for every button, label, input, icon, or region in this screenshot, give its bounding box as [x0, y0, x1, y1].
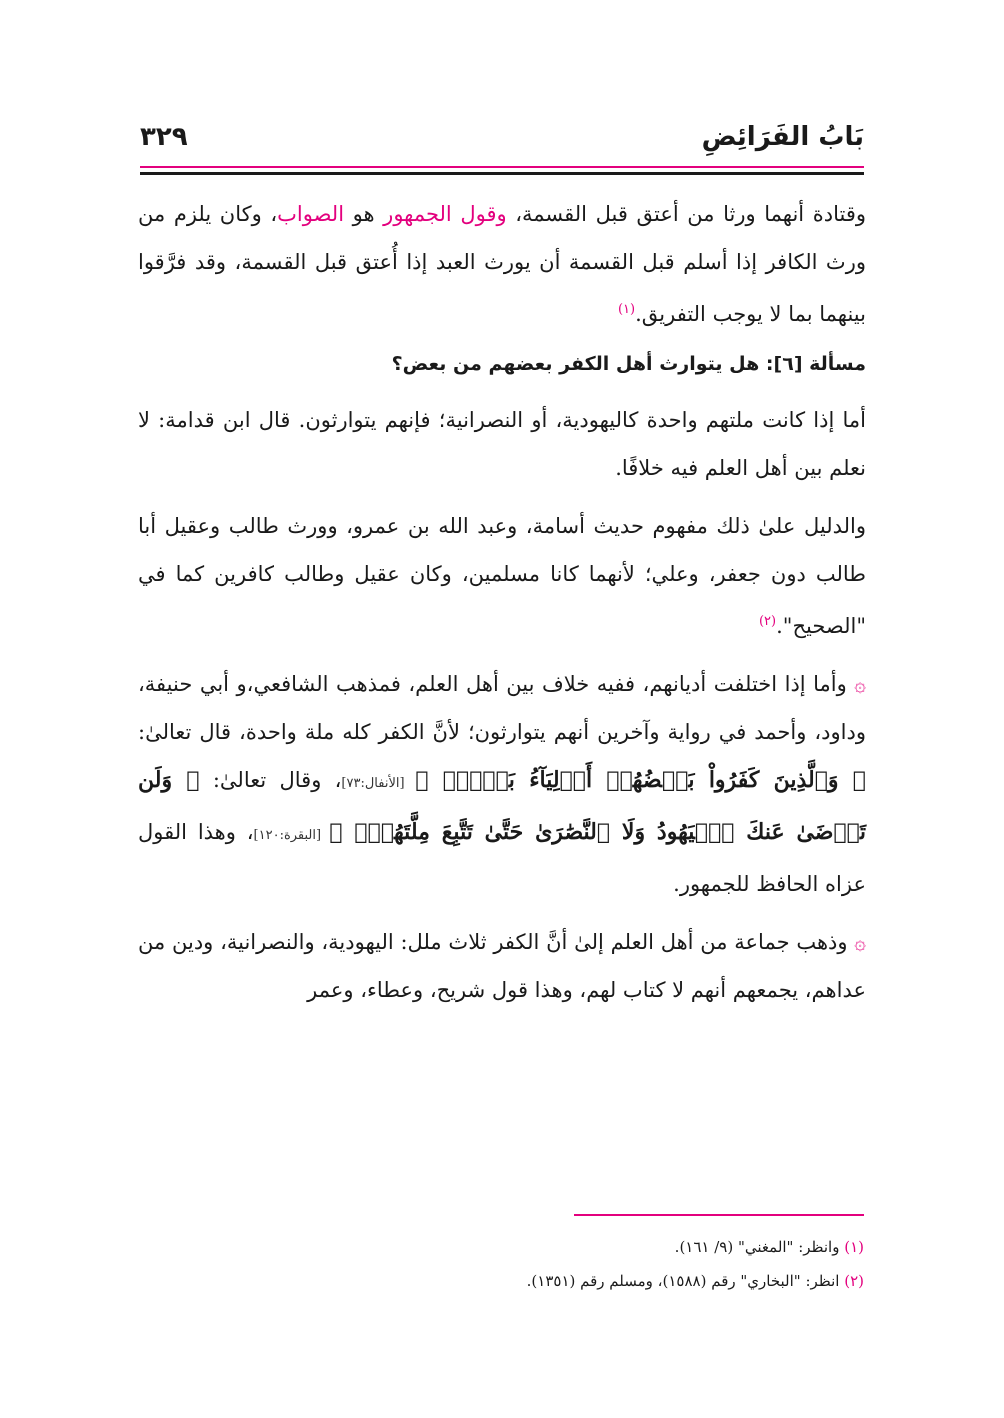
p1-highlight-majority: وقول الجمهور — [383, 202, 507, 226]
paragraph-3 — [138, 502, 866, 650]
p1-text-e: ، وكان يلزم من ورث الكافر إذا أسلم قبل القسمة أن يورث العبد إذا أُعتق قبل القسمة، وقد فرَّقوا بينهما بما لا يوجب التفريق. — [138, 202, 866, 326]
p4-text-c: ، وهذا القول عزاه الحافظ للجمهور. — [138, 820, 866, 896]
paragraph-4 — [138, 660, 866, 908]
footnote-1-text: وانظر: "المغني" (٩/ ١٦١). — [674, 1238, 845, 1256]
p3-text: والدليل علىٰ ذلك مفهوم حديث أسامة، وعبد الله بن عمرو، وورث طالب وعقيل أبا طالب دون جعفر، وعلي؛ لأنهما كانا مسلمين، وكان عقيل وطالب كافرين كما في "الصحيح". — [138, 514, 866, 638]
header-rule-black — [140, 172, 864, 175]
p4-text-b: ، وقال تعالىٰ: — [199, 768, 342, 792]
page-number: ٣٢٩ — [140, 122, 188, 152]
p1-highlight-correct: الصواب — [277, 202, 345, 226]
footnote-1 — [140, 1230, 864, 1264]
p1-text-c: هو — [344, 202, 384, 226]
quran-verse-2: ﴿ وَلَن تَرۡضَىٰ عَنكَ ٱلۡيَهُودُ وَلَا ٱلنَّصَٰرَىٰ حَتَّىٰ تَتَّبِعَ مِلَّتَهُمۡۗ ﴾ — [138, 767, 866, 845]
ornament-icon: ۞ — [854, 672, 866, 696]
header-rule-pink — [140, 166, 864, 168]
paragraph-1 — [138, 190, 866, 338]
section-heading — [138, 340, 866, 388]
footnote-2-text: انظر: "البخاري" رقم (١٥٨٨)، ومسلم رقم (١٣٥١). — [526, 1272, 845, 1290]
chapter-title: بَابُ الفَرَائِضِ — [701, 122, 864, 152]
p5-text: وذهب جماعة من أهل العلم إلىٰ أنَّ الكفر ثلاث ملل: اليهودية، والنصرانية، ودين من عداهم، يجمعهم أنهم لا كتاب لهم، وهذا قول شريح، وعطاء، وعمر — [138, 930, 866, 1002]
footnote-1-number: (١) — [844, 1238, 864, 1256]
footnote-2 — [140, 1264, 864, 1298]
heading-text: هل يتوارث أهل الكفر بعضهم من بعض؟ — [391, 353, 766, 375]
footnote-marker-1[interactable]: (١) — [617, 302, 636, 317]
footnotes — [140, 1230, 864, 1298]
ornament-icon-2: ۞ — [854, 930, 866, 954]
page-header — [140, 118, 864, 158]
footnote-separator — [574, 1214, 864, 1216]
heading-label: مسألة [٦]: — [765, 353, 866, 375]
verse-ref-1: [الأنفال:٧٣] — [341, 776, 416, 791]
main-text — [138, 190, 866, 1014]
p4-text-a: وأما إذا اختلفت أديانهم، ففيه خلاف بين أهل العلم، فمذهب الشافعي،و أبي حنيفة، وداود، وأحمد في رواية وآخرين أنهم يتوارثون؛ لأنَّ الكفر كله ملة واحدة، قال تعالىٰ: — [138, 672, 866, 744]
footnote-marker-2[interactable]: (٢) — [758, 614, 777, 629]
quran-verse-1: ﴿ وَٱلَّذِينَ كَفَرُواْ بَعۡضُهُمۡ أَوۡلِيَآءُ بَعۡضٍۚ ﴾ — [415, 767, 867, 793]
paragraph-5 — [138, 918, 866, 1014]
footnote-2-number: (٢) — [844, 1272, 864, 1290]
paragraph-2: أما إذا كانت ملتهم واحدة كاليهودية، أو النصرانية؛ فإنهم يتوارثون. قال ابن قدامة: لا نعلم بين أهل العلم فيه خلافًا. — [138, 408, 866, 480]
p1-text-a: وقتادة أنهما ورثا من أعتق قبل القسمة، — [506, 202, 866, 226]
verse-ref-2: [البقرة:١٢٠] — [253, 828, 330, 843]
